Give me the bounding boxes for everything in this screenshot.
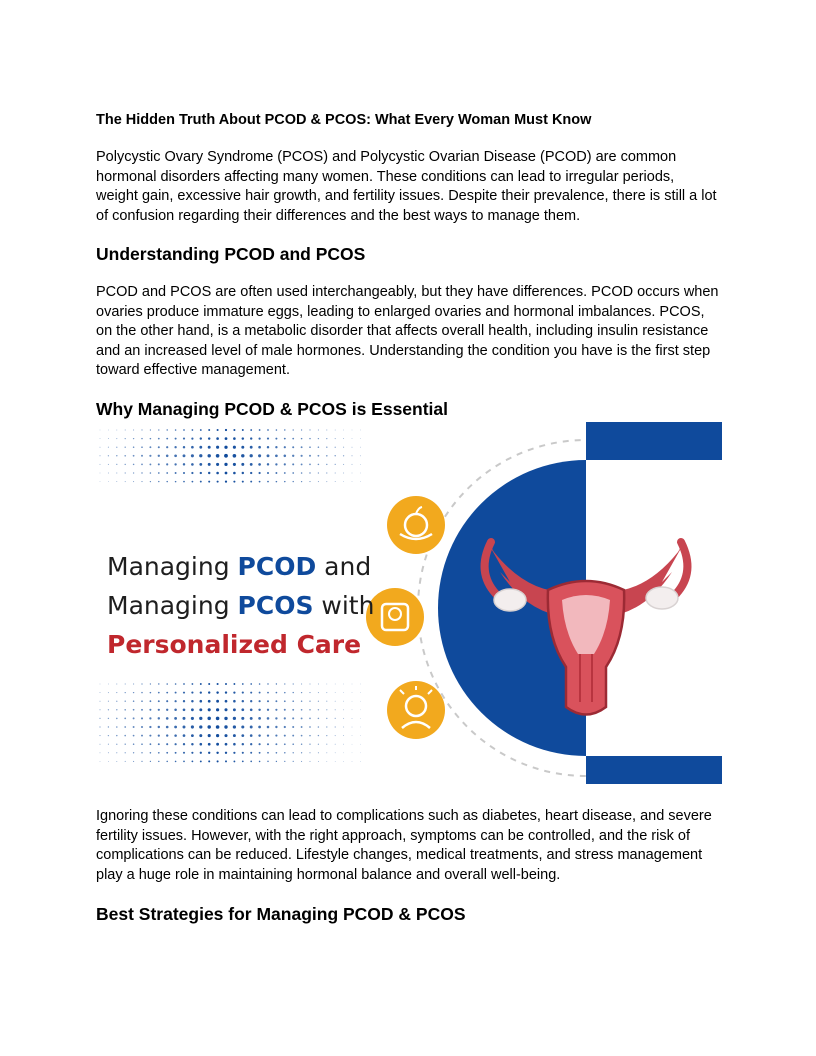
section-heading-best-strategies: Best Strategies for Managing PCOD & PCOS	[96, 904, 466, 924]
banner-line-3: Personalized Care	[107, 630, 362, 659]
halftone-dots-bottom	[99, 683, 360, 762]
weighing-scale-icon	[366, 588, 424, 646]
understanding-paragraph: PCOD and PCOS are often used interchangeably, but they have differences. PCOD occurs when ovaries produce immature eggs, leading to enlarged ovaries and hormonal imbalances. PCOS, on the other hand, is a metabolic disorder that affects overall health, including insulin resistance and an increased level of male hormones. Understanding the condition you have is the first step toward effective management.	[96, 284, 719, 379]
document-title: The Hidden Truth About PCOD & PCOS: What Every Woman Must Know	[96, 112, 592, 128]
banner-line-1: Managing PCOD and	[107, 552, 372, 581]
section-heading-understanding: Understanding PCOD and PCOS	[96, 244, 366, 264]
intro-paragraph: Polycystic Ovary Syndrome (PCOS) and Polycystic Ovarian Disease (PCOD) are common hormonal disorders affecting many women. These conditions can lead to irregular periods, weight gain, excessive hair growth, and fertility issues. Despite their prevalence, there is still a lot of confusion regarding their differences and the best ways to manage them.	[96, 149, 717, 224]
halftone-dots-top	[99, 429, 360, 483]
banner-line-2: Managing PCOS with	[107, 591, 375, 620]
pcod-pcos-banner-image	[96, 422, 722, 784]
section-heading-why-managing: Why Managing PCOD & PCOS is Essential	[96, 399, 449, 419]
why-managing-paragraph: Ignoring these conditions can lead to complications such as diabetes, heart disease, and severe fertility issues. However, with the right approach, symptoms can be controlled, and the risk of complications can be reduced. Lifestyle changes, medical treatments, and stress management play a huge role in maintaining hormonal balance and overall well-being.	[96, 808, 712, 883]
tape-measure-apple-icon	[387, 496, 445, 554]
stressed-person-icon	[387, 681, 445, 739]
